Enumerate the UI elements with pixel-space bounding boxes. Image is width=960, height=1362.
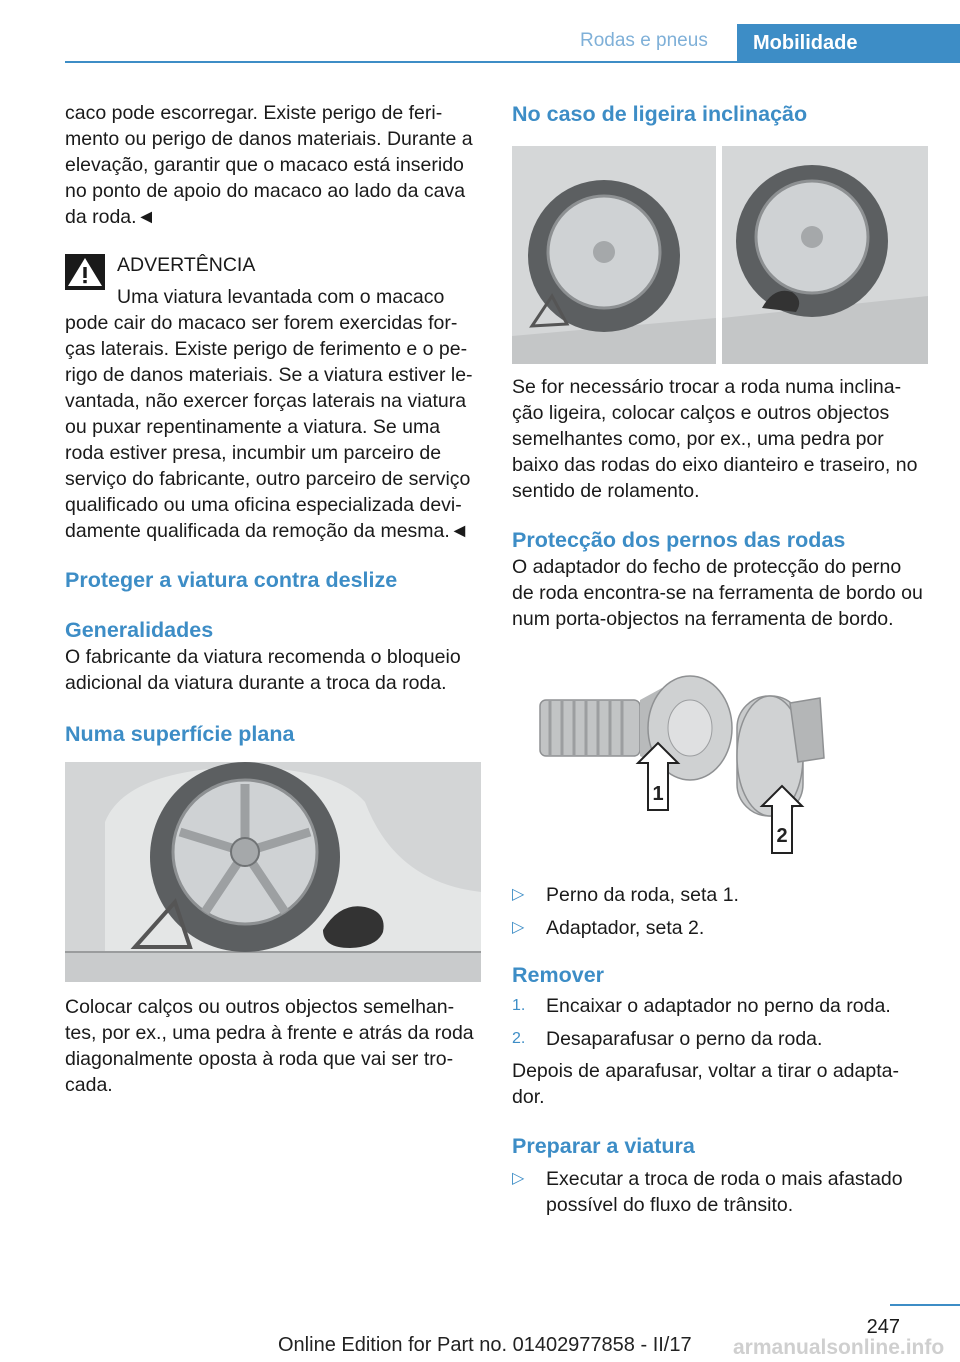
warning-body: pode cair do macaco ser forem exercidas for- ças laterais. Existe perigo de ferimento e o pe- rigo de danos materiais. Se a viatura estiver le- vantada, não exercer forças laterais na viatura ou puxar repentinamente a viatura. Se uma roda estiver presa, incumbir um parceiro de serviço do fabricante, outro parceiro de serviço qualificado ou uma oficina especializada devi- damente qualificada da remoção da mesma.◄: [65, 312, 473, 542]
triangle-bullet-icon: ▷: [512, 886, 525, 903]
step-text: Encaixar o adaptador no perno da roda.: [546, 995, 891, 1017]
step-number: 2.: [512, 1030, 526, 1047]
list-item: [512, 993, 928, 1019]
step-text: Desaparafusar o perno da roda.: [546, 1028, 823, 1050]
edition-footer: Online Edition for Part no. 01402977858 - II/17: [278, 1334, 692, 1356]
triangle-bullet-icon: ▷: [512, 1170, 525, 1187]
step-number: 1.: [512, 997, 526, 1014]
list-item-text: Adaptador, seta 2.: [546, 917, 705, 939]
header-chapter-tab: Mobilidade: [737, 24, 960, 62]
list-item: [512, 915, 928, 941]
list-item-text: Perno da roda, seta 1.: [546, 884, 739, 906]
list-item: [512, 882, 928, 908]
warning-triangle-icon: [65, 254, 105, 290]
slope-paragraph: Se for necessário trocar a roda numa inclina- ção ligeira, colocar calços e outros objectos semelhantes como, por ex., uma pedra por baixo das rodas do eixo dianteiro e traseiro, no sentido de rolamento.: [512, 376, 918, 502]
right-column: [512, 100, 928, 1218]
bolt-adapter-illustration: [512, 658, 928, 878]
list-item-text: Executar a troca de roda o mais afastado possível do fluxo de trânsito.: [546, 1168, 903, 1216]
remove-steps: [512, 993, 928, 1052]
heading-flat-surface: Numa superfície plana: [65, 722, 295, 746]
heading-prepare-vehicle: Preparar a viatura: [512, 1134, 695, 1158]
heading-wheel-bolt-protection: Protecção dos pernos das rodas: [512, 528, 846, 552]
warning-first-line: Uma viatura levantada com o macaco: [117, 286, 445, 308]
heading-general: Generalidades: [65, 618, 214, 642]
bolt-protection-paragraph: O adaptador do fecho de protecção do perno de roda encontra-se na ferramenta de bordo ou num porta-objectos na ferramenta de bordo.: [512, 556, 923, 630]
header-section-title: Rodas e pneus: [580, 30, 708, 51]
heading-protect-vehicle: Proteger a viatura contra deslize: [65, 568, 398, 592]
page-number: 247: [866, 1316, 900, 1338]
heading-slight-slope: No caso de ligeira inclinação: [512, 102, 808, 126]
footer-rule: [890, 1304, 960, 1306]
heading-remove: Remover: [512, 963, 605, 987]
left-column: [65, 100, 481, 1098]
triangle-bullet-icon: ▷: [512, 919, 525, 936]
arrow-label-2: 2: [776, 825, 788, 847]
slope-illustration: [512, 146, 928, 364]
list-item: [512, 1026, 928, 1052]
watermark: armanualsonline.info: [733, 1336, 945, 1359]
header-rule: [65, 61, 960, 63]
intro-paragraph: caco pode escorregar. Existe perigo de feri- mento ou perigo de danos materiais. Durante a elevação, garantir que o macaco está inserido no ponto de apoio do macaco ao lado da cava da roda.◄: [65, 102, 473, 228]
flat-surface-paragraph: Colocar calços ou outros objectos semelhan- tes, por ex., uma pedra à frente e atrás da roda diagonalmente oposta à roda que vai ser tro- cada.: [65, 996, 474, 1096]
after-tightening-paragraph: Depois de aparafusar, voltar a tirar o adapta- dor.: [512, 1060, 899, 1108]
warning-block: [65, 252, 481, 544]
flat-surface-illustration: [65, 762, 481, 982]
arrow-label-1: 1: [652, 783, 664, 805]
general-paragraph: O fabricante da viatura recomenda o bloqueio adicional da viatura durante a troca da roda.: [65, 646, 461, 694]
bolt-parts-list: [512, 882, 928, 941]
list-item: [512, 1166, 928, 1218]
warning-title: ADVERTÊNCIA: [117, 254, 256, 276]
